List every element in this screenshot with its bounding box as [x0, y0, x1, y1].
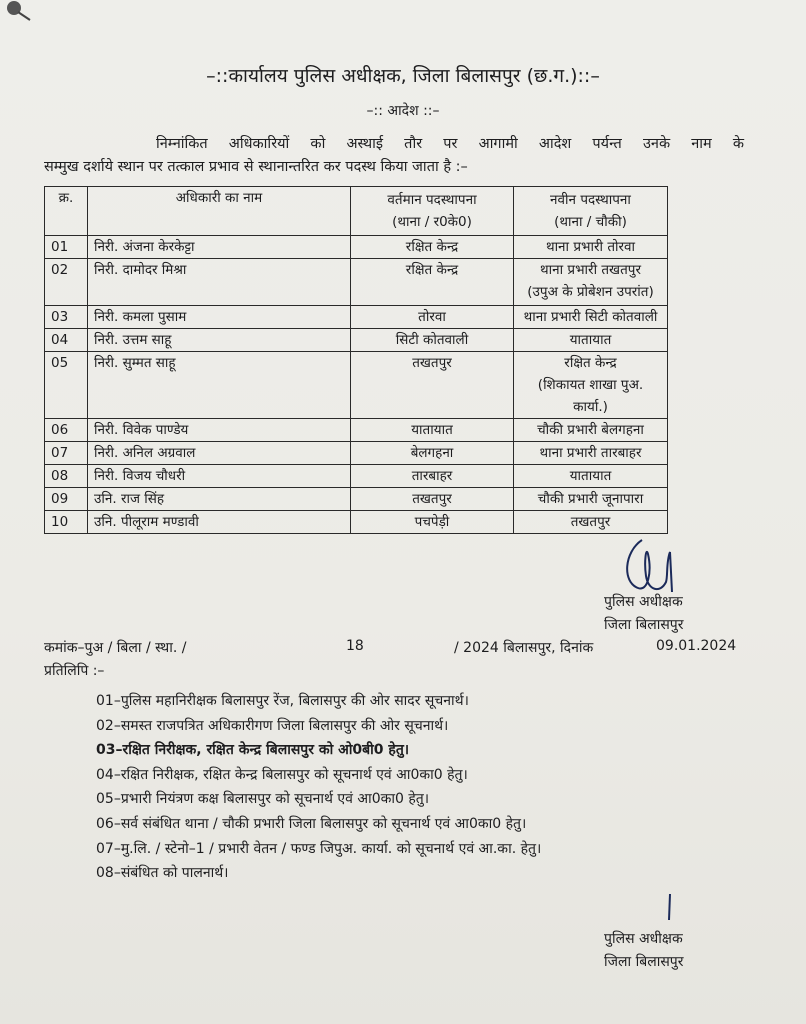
cell-name: निरी. अंजना केरकेट्टा [88, 236, 351, 259]
cell-current: पचपेड़ी [351, 511, 514, 534]
cell-new-line1: यातायात [569, 468, 612, 484]
reference-date: 09.01.2024 [656, 638, 737, 654]
cell-sno: 09 [45, 488, 88, 511]
cell-new-line1: रक्षित केन्द्र [564, 355, 617, 371]
cell-new [514, 352, 668, 419]
initial-mark [660, 892, 680, 922]
intro-line-1: निम्नांकित अधिकारियों को अस्थाई तौर पर आगामी आदेश पर्यन्त उनके नाम के [156, 136, 744, 152]
list-item: 03–रक्षित निरीक्षक, रक्षित केन्द्र बिलासपुर को ओ0बी0 हेतु। [96, 742, 410, 759]
cell-sno: 07 [45, 442, 88, 465]
cell-sno: 10 [45, 511, 88, 534]
header-current-line1: वर्तमान पदस्थापना [387, 192, 477, 208]
cell-current: तखतपुर [351, 488, 514, 511]
cell-name: उनि. राज सिंह [88, 488, 351, 511]
list-item: 07–मु.लि. / स्टेनो–1 / प्रभारी वेतन / फण्ड जिपुअ. कार्या. को सूचनार्थ एवं आ.का. हेतु। [96, 840, 542, 857]
table-row [45, 442, 668, 465]
copy-to-list [96, 689, 541, 886]
signature-designation-2: पुलिस अधीक्षक [604, 931, 683, 947]
cell-sno: 03 [45, 306, 88, 329]
list-item: 02–समस्त राजपत्रित अधिकारीगण जिला बिलासपुर की ओर सूचनार्थ। [96, 717, 449, 734]
cell-name: निरी. विजय चौधरी [88, 465, 351, 488]
office-heading: –::कार्यालय पुलिस अधीक्षक, जिला बिलासपुर (छ.ग.)::– [206, 65, 600, 87]
signature-district: जिला बिलासपुर [604, 617, 684, 633]
cell-new-line1: थाना प्रभारी तोरवा [545, 239, 636, 255]
header-sno: क्र. [45, 187, 88, 236]
cell-sno: 05 [45, 352, 88, 419]
cell-current: रक्षित केन्द्र [351, 236, 514, 259]
cell-name: निरी. विवेक पाण्डेय [88, 419, 351, 442]
signature-district-2: जिला बिलासपुर [604, 954, 684, 970]
cell-new-line1: थाना प्रभारी तखतपुर [539, 262, 641, 278]
cell-current: यातायात [351, 419, 514, 442]
header-new-line2: (थाना / चौकी) [554, 214, 627, 230]
cell-name: निरी. सुम्मत साहू [88, 352, 351, 419]
header-current [351, 187, 514, 236]
cell-new [514, 419, 668, 442]
table-row [45, 306, 668, 329]
cell-name: उनि. पीलूराम मण्डावी [88, 511, 351, 534]
header-name: अधिकारी का नाम [88, 187, 351, 236]
cell-new-line1: थाना प्रभारी सिटी कोतवाली [523, 309, 658, 325]
cell-new [514, 306, 668, 329]
reference-prefix: कमांक–पुअ / बिला / स्था. / [44, 640, 187, 656]
cell-current: तखतपुर [351, 352, 514, 419]
cell-new-line2: (उपुअ के प्रोबेशन उपरांत) [527, 284, 654, 300]
cell-new [514, 259, 668, 306]
reference-number: 18 [346, 638, 364, 654]
list-item: 08–संबंधित को पालनार्थ। [96, 865, 229, 882]
table-row [45, 236, 668, 259]
cell-new [514, 329, 668, 352]
cell-current: तारबाहर [351, 465, 514, 488]
order-title: –:: आदेश ::– [366, 103, 440, 119]
cell-name: निरी. उत्तम साहू [88, 329, 351, 352]
intro-line-2: सम्मुख दर्शाये स्थान पर तत्काल प्रभाव से स्थानान्तरित कर पदस्थ किया जाता है :– [44, 159, 468, 175]
copy-to-label: प्रतिलिपि :– [44, 663, 105, 679]
header-new-line1: नवीन पदस्थापना [550, 192, 631, 208]
cell-new [514, 442, 668, 465]
list-item: 01–पुलिस महानिरीक्षक बिलासपुर रेंज, बिलासपुर की ओर सादर सूचनार्थ। [96, 693, 469, 709]
cell-sno: 04 [45, 329, 88, 352]
header-new [514, 187, 668, 236]
header-current-line2: (थाना / र0के0) [392, 214, 472, 230]
cell-current: तोरवा [351, 306, 514, 329]
table-header-row [45, 187, 668, 236]
cell-new-line2: (शिकायत शाखा पुअ. कार्या.) [537, 377, 644, 415]
table-row [45, 511, 668, 534]
list-item: 04–रक्षित निरीक्षक, रक्षित केन्द्र बिलासपुर को सूचनार्थ एवं आ0का0 हेतु। [96, 766, 468, 783]
pin-icon [0, 0, 40, 24]
cell-sno: 01 [45, 236, 88, 259]
table-row [45, 419, 668, 442]
cell-name: निरी. कमला पुसाम [88, 306, 351, 329]
cell-new [514, 511, 668, 534]
cell-new-line1: थाना प्रभारी तारबाहर [539, 445, 642, 461]
cell-new [514, 465, 668, 488]
reference-suffix: / 2024 बिलासपुर, दिनांक [454, 640, 594, 656]
cell-name: निरी. अनिल अग्रवाल [88, 442, 351, 465]
cell-current: बेलगहना [351, 442, 514, 465]
table-row [45, 352, 668, 419]
cell-sno: 06 [45, 419, 88, 442]
table-row [45, 259, 668, 306]
signature-designation: पुलिस अधीक्षक [604, 594, 683, 610]
cell-current: सिटी कोतवाली [351, 329, 514, 352]
cell-sno: 02 [45, 259, 88, 306]
cell-new-line1: चौकी प्रभारी जूनापारा [537, 491, 644, 507]
cell-name: निरी. दामोदर मिश्रा [88, 259, 351, 306]
table-row [45, 465, 668, 488]
cell-new [514, 488, 668, 511]
cell-new-line1: तखतपुर [570, 514, 611, 530]
transfer-table [44, 186, 668, 534]
table-row [45, 329, 668, 352]
cell-sno: 08 [45, 465, 88, 488]
cell-new-line1: यातायात [569, 332, 612, 348]
cell-new-line1: चौकी प्रभारी बेलगहना [537, 422, 644, 438]
cell-current: रक्षित केन्द्र [351, 259, 514, 306]
list-item: 05–प्रभारी नियंत्रण कक्ष बिलासपुर को सूचनार्थ एवं आ0का0 हेतु। [96, 791, 430, 808]
cell-new [514, 236, 668, 259]
list-item: 06–सर्व संबंधित थाना / चौकी प्रभारी जिला बिलासपुर को सूचनार्थ एवं आ0का0 हेतु। [96, 815, 527, 832]
table-row [45, 488, 668, 511]
